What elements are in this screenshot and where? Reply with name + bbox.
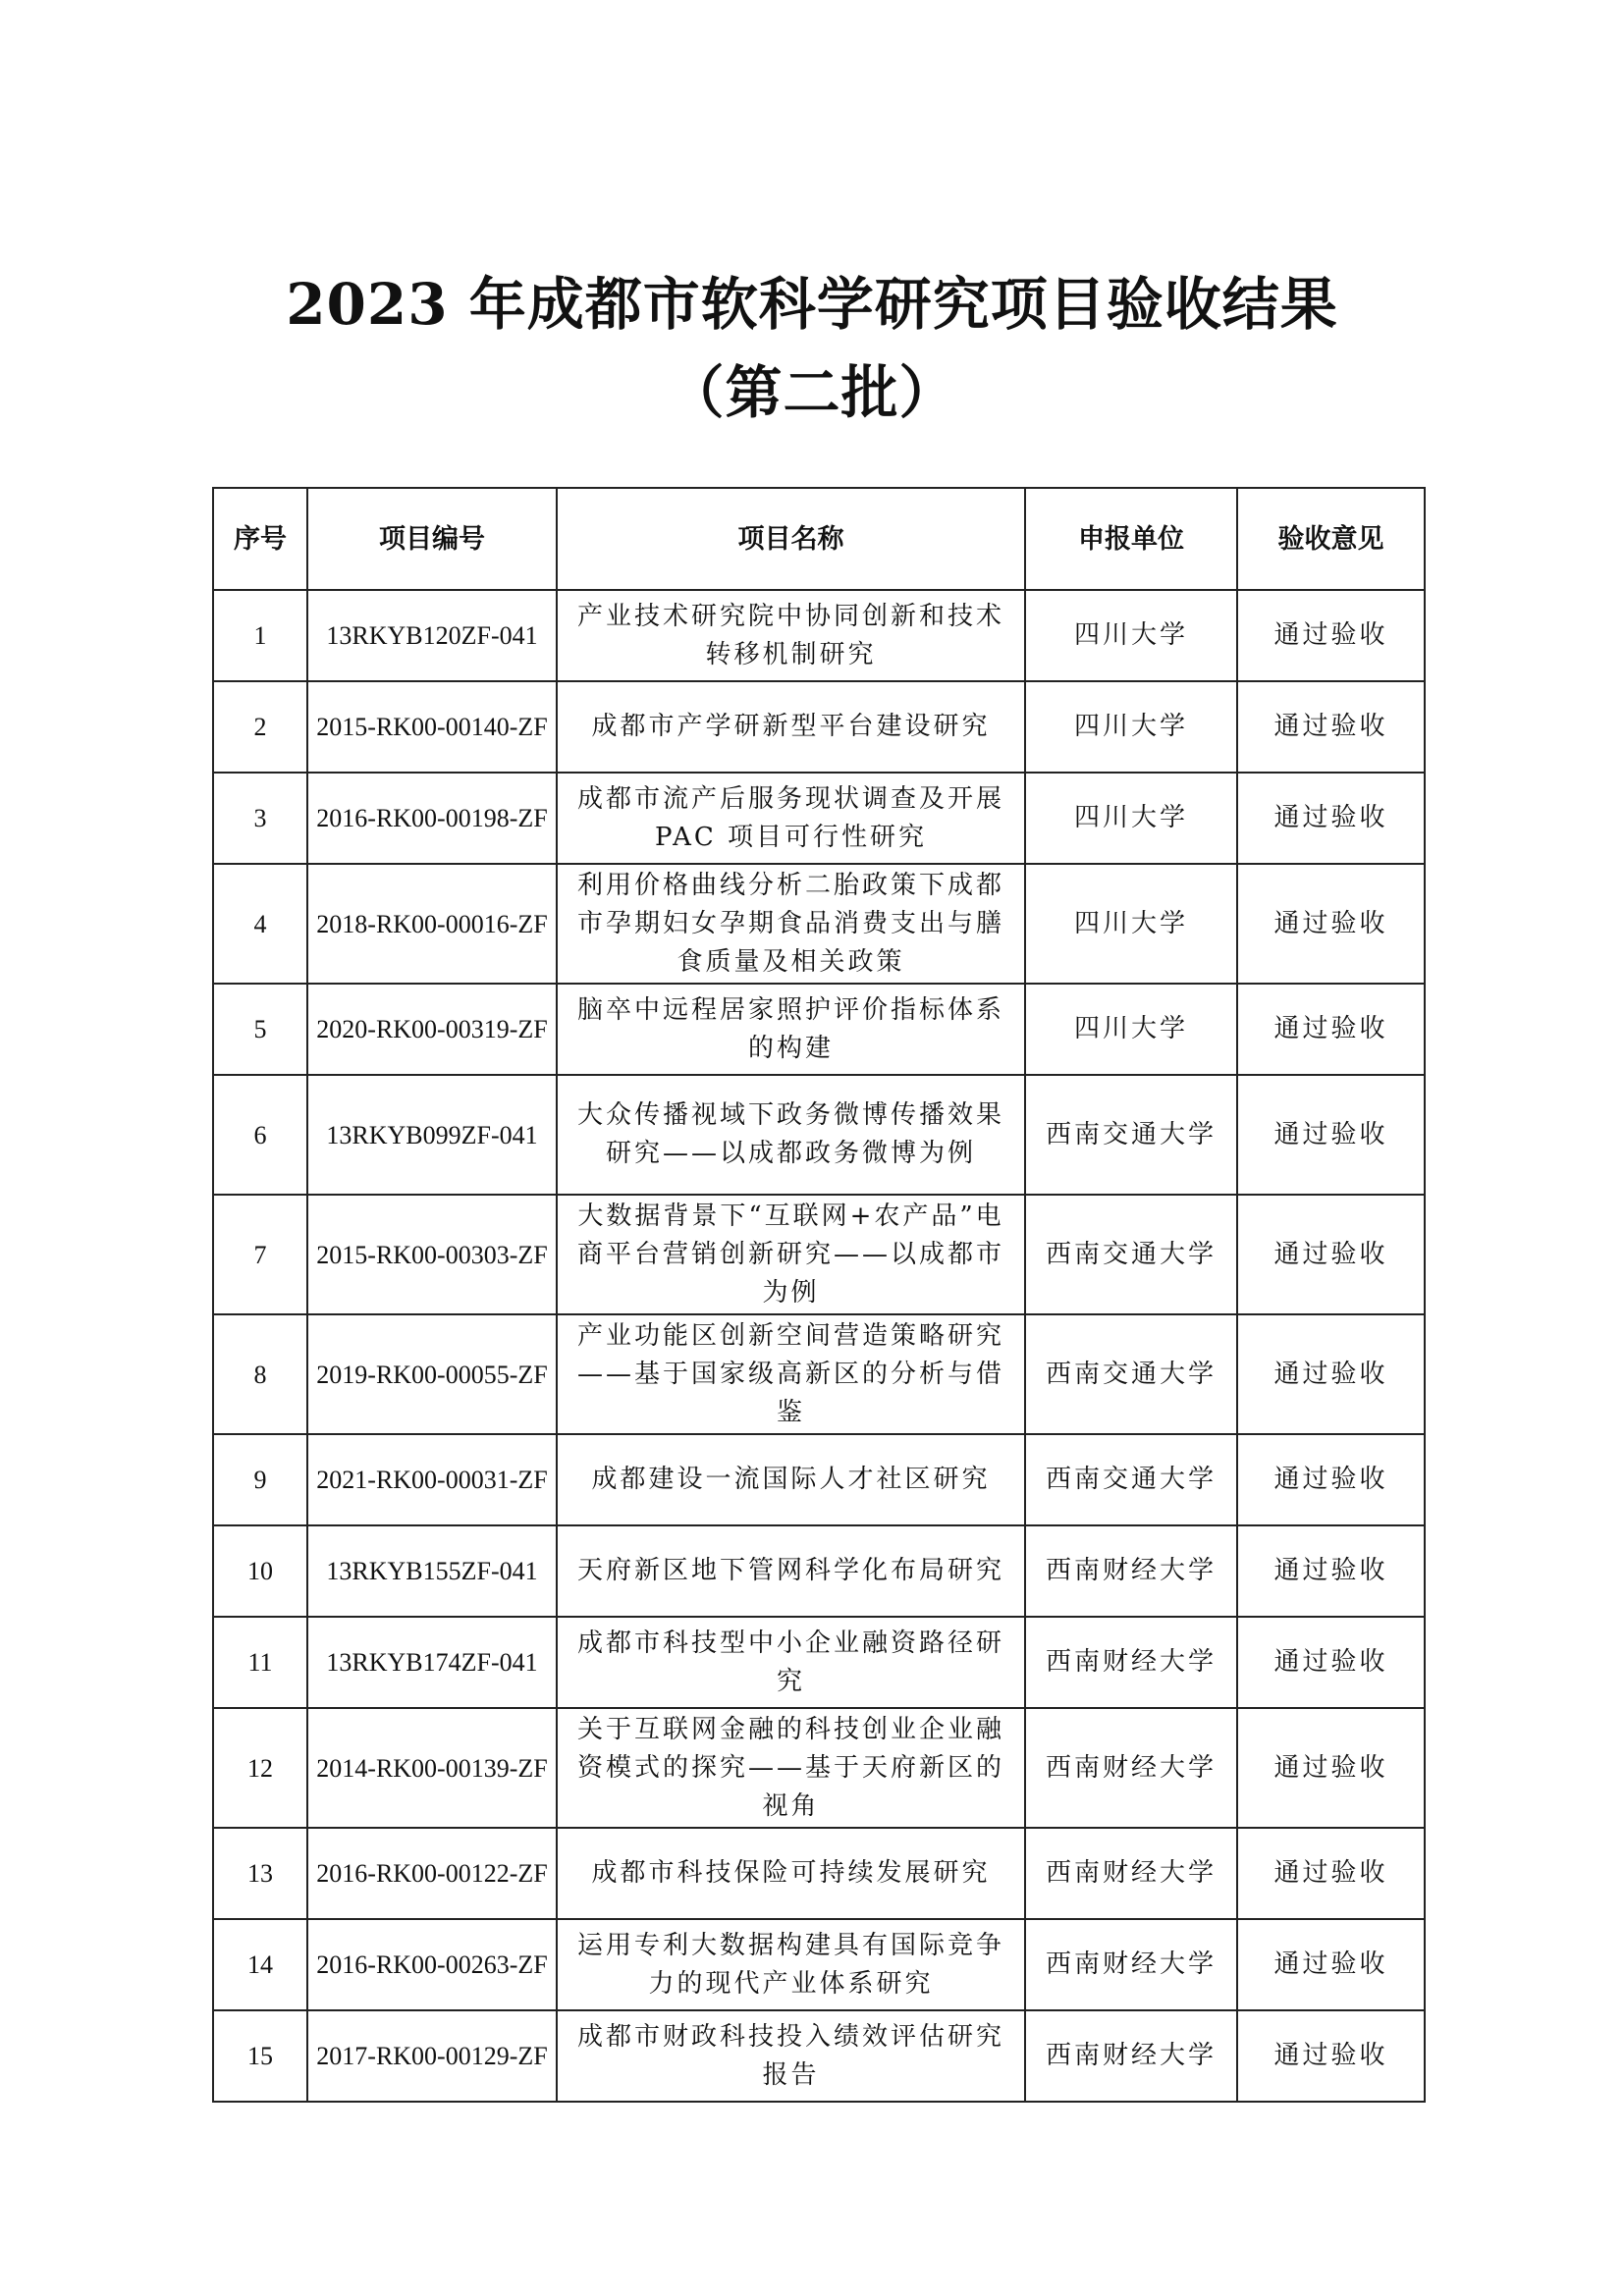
- cell-acceptance-opinion: 通过验收: [1237, 773, 1425, 864]
- table-row: [213, 1708, 1425, 1828]
- table-row: [213, 864, 1425, 984]
- table-row: [213, 1919, 1425, 2010]
- table-row: [213, 773, 1425, 864]
- cell-project-name: 成都市产学研新型平台建设研究: [557, 681, 1025, 773]
- table-row: [213, 1434, 1425, 1525]
- cell-project-code: 2021-RK00-00031-ZF: [307, 1434, 557, 1525]
- cell-project-name: 大众传播视域下政务微博传播效果研究——以成都政务微博为例: [557, 1075, 1025, 1195]
- results-table: [212, 487, 1426, 2103]
- table-row: [213, 1525, 1425, 1617]
- page-title: 2023 年成都市软科学研究项目验收结果: [286, 271, 1338, 338]
- cell-project-name: 成都市流产后服务现状调查及开展PAC 项目可行性研究: [557, 773, 1025, 864]
- table-row: [213, 1075, 1425, 1195]
- cell-applicant-unit: 西南财经大学: [1025, 1828, 1237, 1919]
- table-row: [213, 1314, 1425, 1434]
- cell-acceptance-opinion: 通过验收: [1237, 864, 1425, 984]
- cell-applicant-unit: 西南交通大学: [1025, 1195, 1237, 1314]
- header-applicant-unit: 申报单位: [1025, 488, 1237, 590]
- cell-project-code: 13RKYB155ZF-041: [307, 1525, 557, 1617]
- cell-serial: 14: [213, 1919, 307, 2010]
- cell-project-code: 2019-RK00-00055-ZF: [307, 1314, 557, 1434]
- cell-serial: 8: [213, 1314, 307, 1434]
- header-project-code: 项目编号: [307, 488, 557, 590]
- cell-applicant-unit: 西南财经大学: [1025, 1525, 1237, 1617]
- cell-project-code: 2017-RK00-00129-ZF: [307, 2010, 557, 2102]
- cell-acceptance-opinion: 通过验收: [1237, 590, 1425, 681]
- cell-applicant-unit: 西南财经大学: [1025, 1919, 1237, 2010]
- cell-applicant-unit: 四川大学: [1025, 984, 1237, 1075]
- cell-serial: 15: [213, 2010, 307, 2102]
- cell-applicant-unit: 四川大学: [1025, 864, 1237, 984]
- cell-project-name: 天府新区地下管网科学化布局研究: [557, 1525, 1025, 1617]
- cell-applicant-unit: 西南交通大学: [1025, 1434, 1237, 1525]
- cell-applicant-unit: 四川大学: [1025, 681, 1237, 773]
- cell-project-name: 成都市科技型中小企业融资路径研究: [557, 1617, 1025, 1708]
- table-row: [213, 1617, 1425, 1708]
- cell-serial: 4: [213, 864, 307, 984]
- cell-project-code: 13RKYB099ZF-041: [307, 1075, 557, 1195]
- cell-serial: 1: [213, 590, 307, 681]
- cell-applicant-unit: 西南财经大学: [1025, 1617, 1237, 1708]
- cell-serial: 7: [213, 1195, 307, 1314]
- cell-acceptance-opinion: 通过验收: [1237, 1314, 1425, 1434]
- cell-project-name: 成都市财政科技投入绩效评估研究报告: [557, 2010, 1025, 2102]
- cell-serial: 3: [213, 773, 307, 864]
- cell-project-code: 2015-RK00-00303-ZF: [307, 1195, 557, 1314]
- cell-serial: 11: [213, 1617, 307, 1708]
- cell-applicant-unit: 西南交通大学: [1025, 1075, 1237, 1195]
- cell-project-name: 产业技术研究院中协同创新和技术转移机制研究: [557, 590, 1025, 681]
- cell-applicant-unit: 四川大学: [1025, 590, 1237, 681]
- cell-acceptance-opinion: 通过验收: [1237, 1434, 1425, 1525]
- table-row: [213, 2010, 1425, 2102]
- cell-serial: 6: [213, 1075, 307, 1195]
- cell-serial: 10: [213, 1525, 307, 1617]
- cell-project-code: 2015-RK00-00140-ZF: [307, 681, 557, 773]
- cell-project-name: 脑卒中远程居家照护评价指标体系的构建: [557, 984, 1025, 1075]
- cell-project-code: 2020-RK00-00319-ZF: [307, 984, 557, 1075]
- cell-acceptance-opinion: 通过验收: [1237, 984, 1425, 1075]
- table-row: [213, 590, 1425, 681]
- cell-acceptance-opinion: 通过验收: [1237, 1828, 1425, 1919]
- header-acceptance-opinion: 验收意见: [1237, 488, 1425, 590]
- cell-project-code: 13RKYB120ZF-041: [307, 590, 557, 681]
- cell-acceptance-opinion: 通过验收: [1237, 1075, 1425, 1195]
- cell-project-name: 关于互联网金融的科技创业企业融资模式的探究——基于天府新区的视角: [557, 1708, 1025, 1828]
- cell-project-code: 2014-RK00-00139-ZF: [307, 1708, 557, 1828]
- cell-project-name: 运用专利大数据构建具有国际竞争力的现代产业体系研究: [557, 1919, 1025, 2010]
- header-serial: 序号: [213, 488, 307, 590]
- cell-serial: 12: [213, 1708, 307, 1828]
- header-project-name: 项目名称: [557, 488, 1025, 590]
- cell-acceptance-opinion: 通过验收: [1237, 1195, 1425, 1314]
- cell-project-code: 2018-RK00-00016-ZF: [307, 864, 557, 984]
- cell-project-code: 2016-RK00-00198-ZF: [307, 773, 557, 864]
- cell-project-name: 成都建设一流国际人才社区研究: [557, 1434, 1025, 1525]
- table-header-row: [213, 488, 1425, 590]
- cell-project-code: 13RKYB174ZF-041: [307, 1617, 557, 1708]
- cell-applicant-unit: 四川大学: [1025, 773, 1237, 864]
- table-row: [213, 1195, 1425, 1314]
- table-body: [213, 590, 1425, 2102]
- cell-project-name: 大数据背景下“互联网+农产品”电商平台营销创新研究——以成都市为例: [557, 1195, 1025, 1314]
- cell-applicant-unit: 西南财经大学: [1025, 1708, 1237, 1828]
- cell-serial: 5: [213, 984, 307, 1075]
- table-row: [213, 984, 1425, 1075]
- cell-applicant-unit: 西南财经大学: [1025, 2010, 1237, 2102]
- cell-serial: 2: [213, 681, 307, 773]
- table-row: [213, 681, 1425, 773]
- cell-project-name: 产业功能区创新空间营造策略研究——基于国家级高新区的分析与借鉴: [557, 1314, 1025, 1434]
- cell-project-name: 成都市科技保险可持续发展研究: [557, 1828, 1025, 1919]
- cell-acceptance-opinion: 通过验收: [1237, 1525, 1425, 1617]
- cell-project-name: 利用价格曲线分析二胎政策下成都市孕期妇女孕期食品消费支出与膳食质量及相关政策: [557, 864, 1025, 984]
- cell-project-code: 2016-RK00-00263-ZF: [307, 1919, 557, 2010]
- cell-acceptance-opinion: 通过验收: [1237, 681, 1425, 773]
- page-subtitle: （第二批）: [667, 359, 957, 426]
- cell-serial: 13: [213, 1828, 307, 1919]
- table-row: [213, 1828, 1425, 1919]
- cell-acceptance-opinion: 通过验收: [1237, 1708, 1425, 1828]
- cell-acceptance-opinion: 通过验收: [1237, 2010, 1425, 2102]
- cell-serial: 9: [213, 1434, 307, 1525]
- cell-acceptance-opinion: 通过验收: [1237, 1919, 1425, 2010]
- cell-acceptance-opinion: 通过验收: [1237, 1617, 1425, 1708]
- cell-applicant-unit: 西南交通大学: [1025, 1314, 1237, 1434]
- cell-project-code: 2016-RK00-00122-ZF: [307, 1828, 557, 1919]
